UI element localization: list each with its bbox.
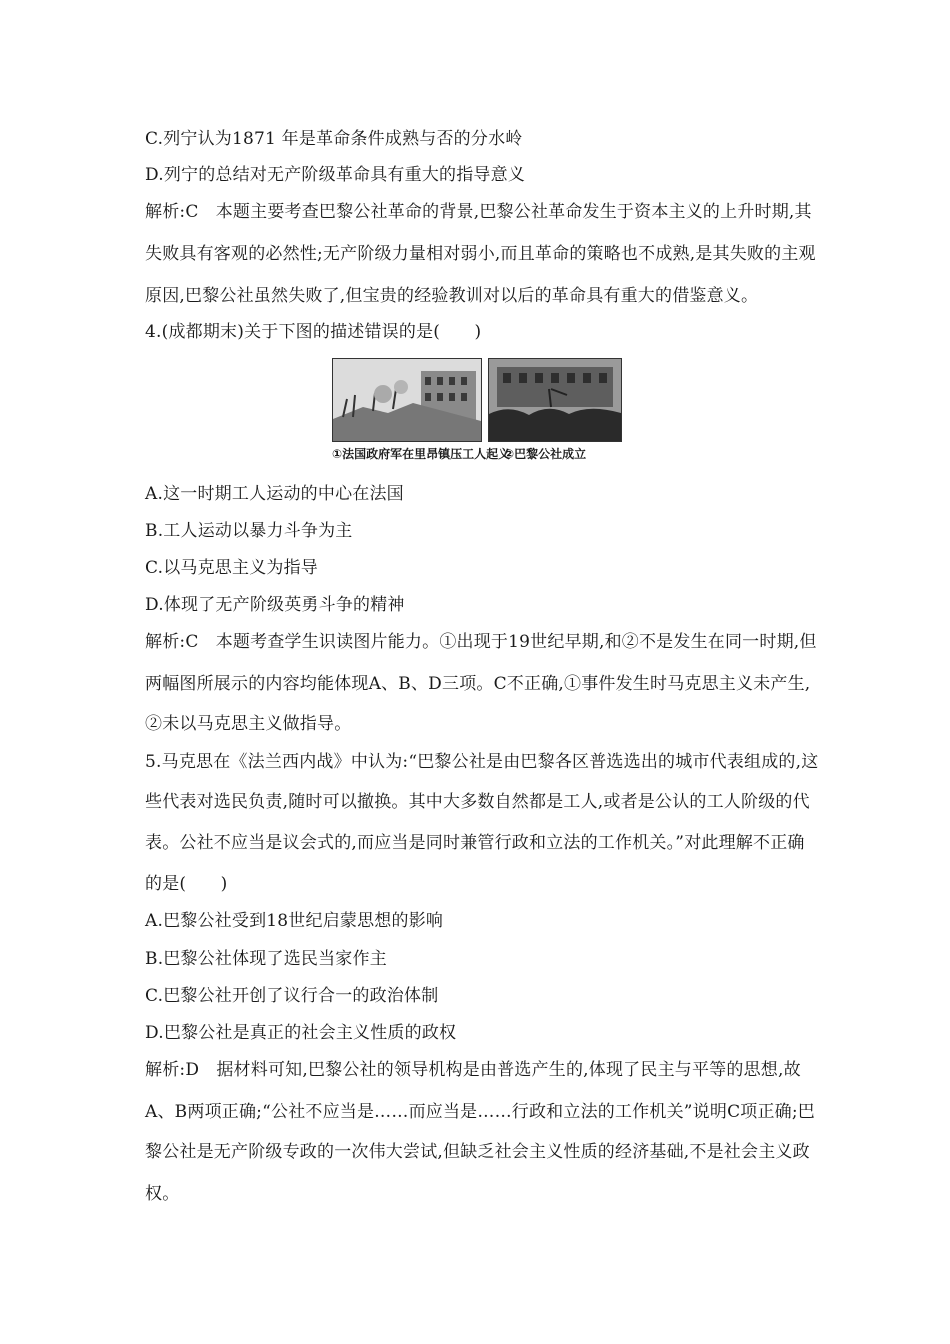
question-4-stem: 4.(成都期末)关于下图的描述错误的是( ) (145, 322, 482, 342)
analysis-q3-line2: 失败具有客观的必然性;无产阶级力量相对弱小,而且革命的策略也不成熟,是其失败的主观 (145, 244, 816, 264)
analysis-q5-line2: A、B两项正确;“公社不应当是……而应当是……行政和立法的工作机关”说明C项正确;巴 (145, 1102, 816, 1122)
analysis-q5-line4: 权。 (145, 1184, 180, 1204)
option-d-q3: D.列宁的总结对无产阶级革命具有重大的指导意义 (145, 165, 526, 185)
question-4-figure (332, 358, 622, 466)
analysis-q3-line1: 解析:C 本题主要考查巴黎公社革命的背景,巴黎公社革命发生于资本主义的上升时期,其 (145, 202, 812, 222)
paris-commune-image (488, 358, 622, 442)
analysis-q4-line3: ②未以马克思主义做指导。 (145, 714, 352, 734)
analysis-q5-line1: 解析:D 据材料可知,巴黎公社的领导机构是由普选产生的,体现了民主与平等的思想,故 (145, 1060, 801, 1080)
question-5-stem-line2: 些代表对选民负责,随时可以撤换。其中大多数自然都是工人,或者是公认的工人阶级的代 (145, 792, 810, 812)
option-c-q3: C.列宁认为1871 年是革命条件成熟与否的分水岭 (145, 129, 523, 149)
option-a-q4: A.这一时期工人运动的中心在法国 (145, 484, 404, 504)
option-b-q5: B.巴黎公社体现了选民当家作主 (145, 949, 387, 969)
option-c-q4: C.以马克思主义为指导 (145, 558, 319, 578)
analysis-q3-line3: 原因,巴黎公社虽然失败了,但宝贵的经验教训对以后的革命具有重大的借鉴意义。 (145, 286, 759, 306)
option-b-q4: B.工人运动以暴力斗争为主 (145, 521, 353, 541)
option-a-q5: A.巴黎公社受到18世纪启蒙思想的影响 (145, 911, 444, 931)
option-d-q5: D.巴黎公社是真正的社会主义性质的政权 (145, 1023, 457, 1043)
question-5-stem-line3: 表。公社不应当是议会式的,而应当是同时兼管行政和立法的工作机关。”对此理解不正确 (145, 833, 805, 853)
option-c-q5: C.巴黎公社开创了议行合一的政治体制 (145, 986, 439, 1006)
analysis-q5-line3: 黎公社是无产阶级专政的一次伟大尝试,但缺乏社会主义性质的经济基础,不是社会主义政 (145, 1142, 810, 1162)
question-5-stem-line1: 5.马克思在《法兰西内战》中认为:“巴黎公社是由巴黎各区普选选出的城市代表组成的,这 (145, 752, 819, 772)
analysis-q4-line1: 解析:C 本题考查学生识读图片能力。①出现于19世纪早期,和②不是发生在同一时期,但 (145, 632, 817, 652)
question-5-stem-line4: 的是( ) (145, 874, 228, 894)
figure-caption-2: ②巴黎公社成立 (504, 447, 587, 461)
option-d-q4: D.体现了无产阶级英勇斗争的精神 (145, 595, 405, 615)
lyon-uprising-image (332, 358, 482, 442)
figure-caption-1: ①法国政府军在里昂镇压工人起义 (332, 447, 511, 461)
analysis-q4-line2: 两幅图所展示的内容均能体现A、B、D三项。C不正确,①事件发生时马克思主义未产生, (145, 674, 811, 694)
